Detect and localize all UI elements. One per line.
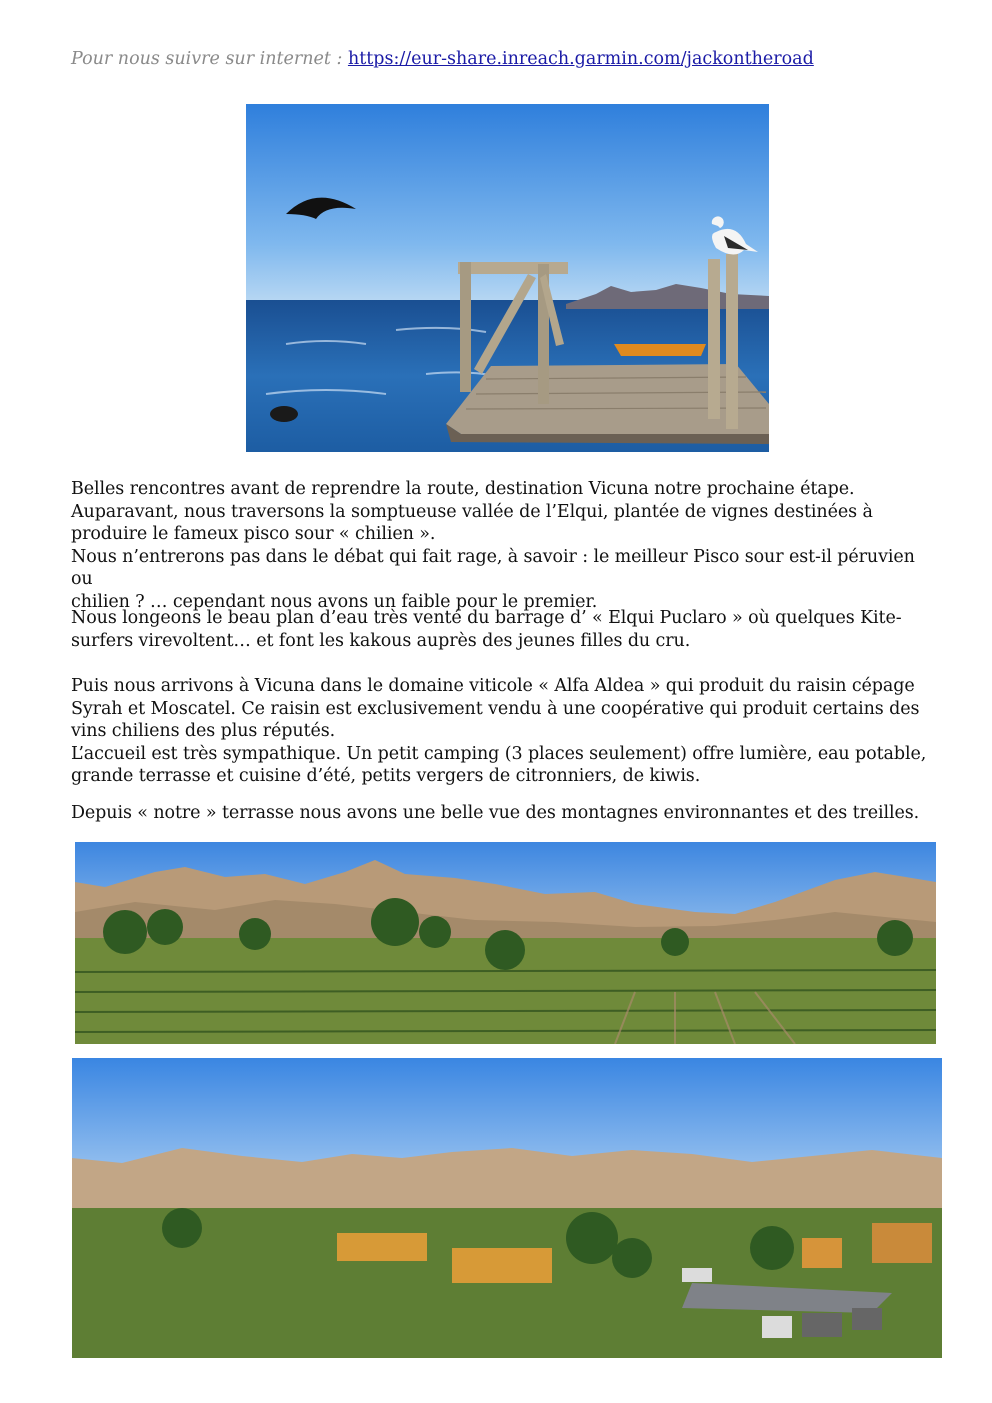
pier-photo	[246, 104, 769, 452]
paragraph-line: Belles rencontres avant de reprendre la route, destination Vicuna notre prochaine étape.	[71, 479, 855, 499]
paragraph-line: L’accueil est très sympathique. Un petit camping (3 places seulement) offre lumière, eau potable,	[71, 743, 927, 764]
paragraph-rencontres	[71, 478, 941, 613]
paragraph-line: Puis nous arrivons à Vicuna dans le domaine viticole « Alfa Aldea » qui produit du raisin cépage	[71, 676, 915, 696]
paragraph-line: Auparavant, nous traversons la somptueuse vallée de l’Elqui, plantée de vignes destinées à	[71, 501, 873, 522]
paragraph-line: vins chiliens des plus réputés.	[71, 721, 336, 741]
paragraph-line: Syrah et Moscatel. Ce raisin est exclusivement vendu à une coopérative qui produit certains des	[71, 698, 920, 719]
paragraph-line: produire le fameux pisco sour « chilien ».	[71, 524, 436, 544]
tracking-link[interactable]: https://eur-share.inreach.garmin.com/jackontheroad	[347, 49, 814, 69]
paragraph-line: Depuis « notre » terrasse nous avons une belle vue des montagnes environnantes et des treilles.	[71, 803, 920, 823]
paragraph-line: Nous n’entrerons pas dans le débat qui fait rage, à savoir : le meilleur Pisco sour est-il péruvien ou	[71, 546, 915, 589]
paragraph-vicuna	[71, 675, 941, 788]
paragraph-line: chilien ? … cependant nous avons un faible pour le premier.	[71, 591, 598, 612]
paragraph-barrage	[71, 607, 941, 652]
paragraph-line: Nous longeons le beau plan d’eau très venté du barrage d’ « Elqui Puclaro » où quelques Kite-	[71, 608, 902, 628]
domain-panorama-photo	[72, 1058, 942, 1358]
paragraph-terrasse	[71, 802, 941, 825]
paragraph-line: grande terrasse et cuisine d’été, petits vergers de citronniers, de kiwis.	[71, 766, 701, 786]
vineyard-panorama-photo	[75, 842, 936, 1044]
paragraph-line: surfers virevoltent… et font les kakous auprès des jeunes filles du cru.	[71, 630, 691, 651]
follow-lead-text: Pour nous suivre sur internet :	[71, 49, 348, 69]
follow-line	[71, 48, 814, 70]
